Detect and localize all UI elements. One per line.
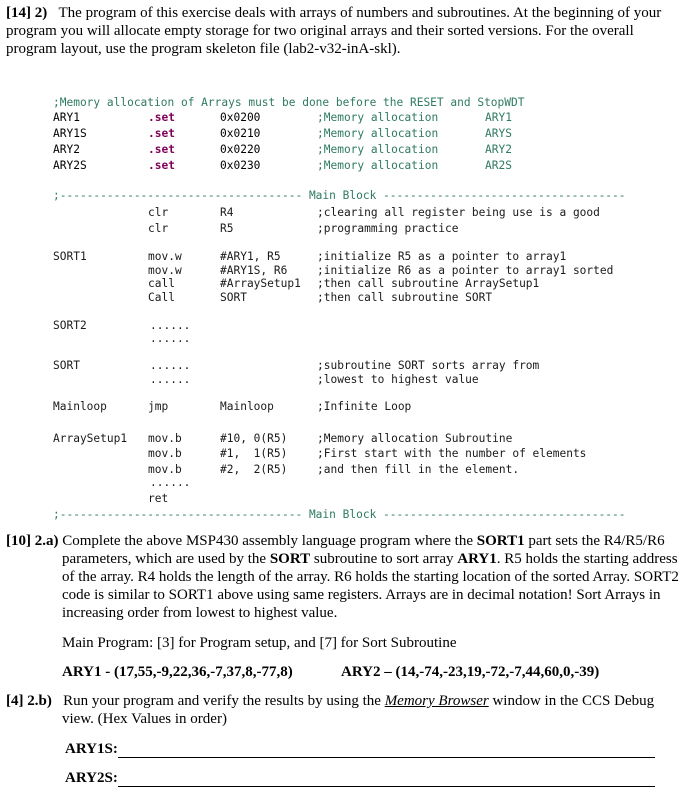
setup-op: mov.b <box>148 463 182 476</box>
part-a-text: . R5 holds the starting address of the array. R4 holds the length of the array. R6 holds the starting location of the sorted Array. SORT2 code is similar to SORT1 above using same registers. Arrays are in decimal notation! Sort Arrays in increasing order from lowest to highest value. <box>62 551 679 621</box>
part-a-text: Complete the above MSP430 assembly language program where the <box>62 533 477 549</box>
sort1-row <box>0 276 540 291</box>
ary2s-answer-line[interactable] <box>118 772 655 787</box>
ary1s-label: ARY1S: <box>65 741 118 757</box>
setup-row <box>0 475 191 490</box>
alloc-label: ARY1 <box>53 111 80 124</box>
ary1-values: ARY1 - (17,55,-9,22,36,-7,37,8,-77,8) <box>62 664 293 680</box>
alloc-directive: .set <box>148 159 175 172</box>
sort-row <box>0 372 479 387</box>
sort1-comment: ;initialize R6 as a pointer to array1 sorted <box>317 264 614 277</box>
placeholder-dots: ...... <box>150 359 191 372</box>
sort1-op: mov.w <box>148 264 182 277</box>
mainloop-op: jmp <box>148 400 169 413</box>
main-block-end-row <box>0 507 626 522</box>
sort1-comment: ;initialize R5 as a pointer to array1 <box>317 250 567 263</box>
alloc-directive: .set <box>148 143 175 156</box>
sort1-op: call <box>148 277 175 290</box>
setup-comment: ;Memory allocation Subroutine <box>317 432 513 445</box>
clr-op: clr <box>148 206 169 219</box>
main-block-start-row <box>0 188 626 203</box>
alloc-row <box>0 110 512 125</box>
mainloop-comment: ;Infinite Loop <box>317 400 412 413</box>
intro-marks: [14] 2) <box>6 5 48 21</box>
alloc-label: ARY1S <box>53 127 87 140</box>
part-a-bold-ary1: ARY1 <box>457 551 497 567</box>
setup-comment: ;and then fill in the element. <box>317 463 520 476</box>
part-a-bold-sort1: SORT1 <box>476 533 525 549</box>
sort2-label: SORT2 <box>53 319 87 332</box>
clr-arg: R5 <box>220 222 234 235</box>
ary2s-answer-row <box>65 769 655 787</box>
alloc-address: 0x0200 <box>220 111 261 124</box>
sort-comment: ;lowest to highest value <box>317 373 479 386</box>
placeholder-dots: ...... <box>150 319 191 332</box>
part-a-text: part sets the R4/R5/R6 parameters, which are used by the <box>62 533 665 567</box>
alloc-name: ARY1 <box>485 111 512 124</box>
clr-row <box>0 221 459 236</box>
alloc-comment: ;Memory allocation <box>317 159 439 172</box>
mainloop-arg: Mainloop <box>220 400 274 413</box>
alloc-name: AR2S <box>485 159 512 172</box>
setup-arg: #10, 0(R5) <box>220 432 288 445</box>
part-b-marks: [4] 2.b) <box>6 693 52 709</box>
sort-comment: ;subroutine SORT sorts array from <box>317 359 540 372</box>
setup-op: mov.b <box>148 432 182 445</box>
sort1-arg: #ARY1S, R6 <box>220 264 288 277</box>
alloc-address: 0x0230 <box>220 159 261 172</box>
sort1-label: SORT1 <box>53 250 87 263</box>
setup-label: ArraySetup1 <box>53 432 128 445</box>
alloc-directive: .set <box>148 127 175 140</box>
ret-row <box>0 491 169 506</box>
main-block-start-divider: ;------------------------------------ Main Block ------------------------------------ <box>53 189 626 202</box>
part-a-marks: [10] 2.a) <box>6 533 59 549</box>
alloc-label: ARY2S <box>53 159 87 172</box>
code-header-row <box>0 95 525 110</box>
alloc-label: ARY2 <box>53 143 80 156</box>
alloc-comment: ;Memory allocation <box>317 143 439 156</box>
sort1-op: Call <box>148 291 175 304</box>
alloc-row <box>0 142 512 157</box>
setup-arg: #2, 2(R5) <box>220 463 288 476</box>
sort1-op: mov.w <box>148 250 182 263</box>
sort1-arg: #ArraySetup1 <box>220 277 301 290</box>
sort1-arg: SORT <box>220 291 247 304</box>
clr-arg: R4 <box>220 206 234 219</box>
sort1-comment: ;then call subroutine ArraySetup1 <box>317 277 540 290</box>
placeholder-dots: ...... <box>150 476 191 489</box>
mainloop-label: Mainloop <box>53 400 107 413</box>
clr-op: clr <box>148 222 169 235</box>
placeholder-dots: ...... <box>150 332 191 345</box>
setup-row <box>0 431 513 446</box>
sort1-comment: ;then call subroutine SORT <box>317 291 493 304</box>
setup-arg: #1, 1(R5) <box>220 447 288 460</box>
ary1s-answer-line[interactable] <box>118 743 655 758</box>
ary2-values: ARY2 – (14,-74,-23,19,-72,-7,44,60,0,-39) <box>341 664 600 680</box>
alloc-row <box>0 158 512 173</box>
sort2-row <box>0 331 191 346</box>
alloc-comment: ;Memory allocation <box>317 111 439 124</box>
sort1-row <box>0 249 567 264</box>
memory-browser-link[interactable]: Memory Browser <box>384 693 489 709</box>
code-header-comment: ;Memory allocation of Arrays must be done before the RESET and StopWDT <box>53 96 525 109</box>
part-a-text: subroutine to sort array <box>310 551 458 567</box>
setup-row <box>0 446 587 461</box>
part-b-text: Run your program and verify the results by using the <box>63 693 385 709</box>
alloc-address: 0x0220 <box>220 143 261 156</box>
ret-op: ret <box>148 492 169 505</box>
part-b-text: window in the CCS Debug view. (Hex Values in order) <box>62 693 655 727</box>
alloc-directive: .set <box>148 111 175 124</box>
ary2s-label: ARY2S: <box>65 770 118 786</box>
clr-comment: ;programming practice <box>317 222 459 235</box>
setup-op: mov.b <box>148 447 182 460</box>
sort1-row <box>0 290 493 305</box>
alloc-address: 0x0210 <box>220 127 261 140</box>
part-a-paragraph <box>6 532 682 622</box>
sort-row <box>0 358 540 373</box>
placeholder-dots: ...... <box>150 373 191 386</box>
part-b-paragraph <box>6 692 682 728</box>
main-block-end-divider: ;------------------------------------ Main Block ------------------------------------ <box>53 508 626 521</box>
alloc-row <box>0 126 512 141</box>
alloc-name: ARY2 <box>485 143 512 156</box>
alloc-comment: ;Memory allocation <box>317 127 439 140</box>
ary1s-answer-row <box>65 740 655 758</box>
clr-comment: ;clearing all register being use is a good <box>317 206 600 219</box>
clr-row <box>0 205 600 220</box>
mainloop-row <box>0 399 412 414</box>
intro-text: The program of this exercise deals with arrays of numbers and subroutines. At the beginning of your program you will allocate empty storage for two original arrays and their sorted versions. For the overall program layout, use the program skeleton file (lab2-v32-inA-skl). <box>6 5 662 57</box>
alloc-name: ARYS <box>485 127 512 140</box>
setup-comment: ;First start with the number of elements <box>317 447 587 460</box>
sort-label: SORT <box>53 359 80 372</box>
sort1-arg: #ARY1, R5 <box>220 250 281 263</box>
main-program-marks: Main Program: [3] for Program setup, and [7] for Sort Subroutine <box>62 635 457 651</box>
part-a-bold-sort: SORT <box>269 551 311 567</box>
